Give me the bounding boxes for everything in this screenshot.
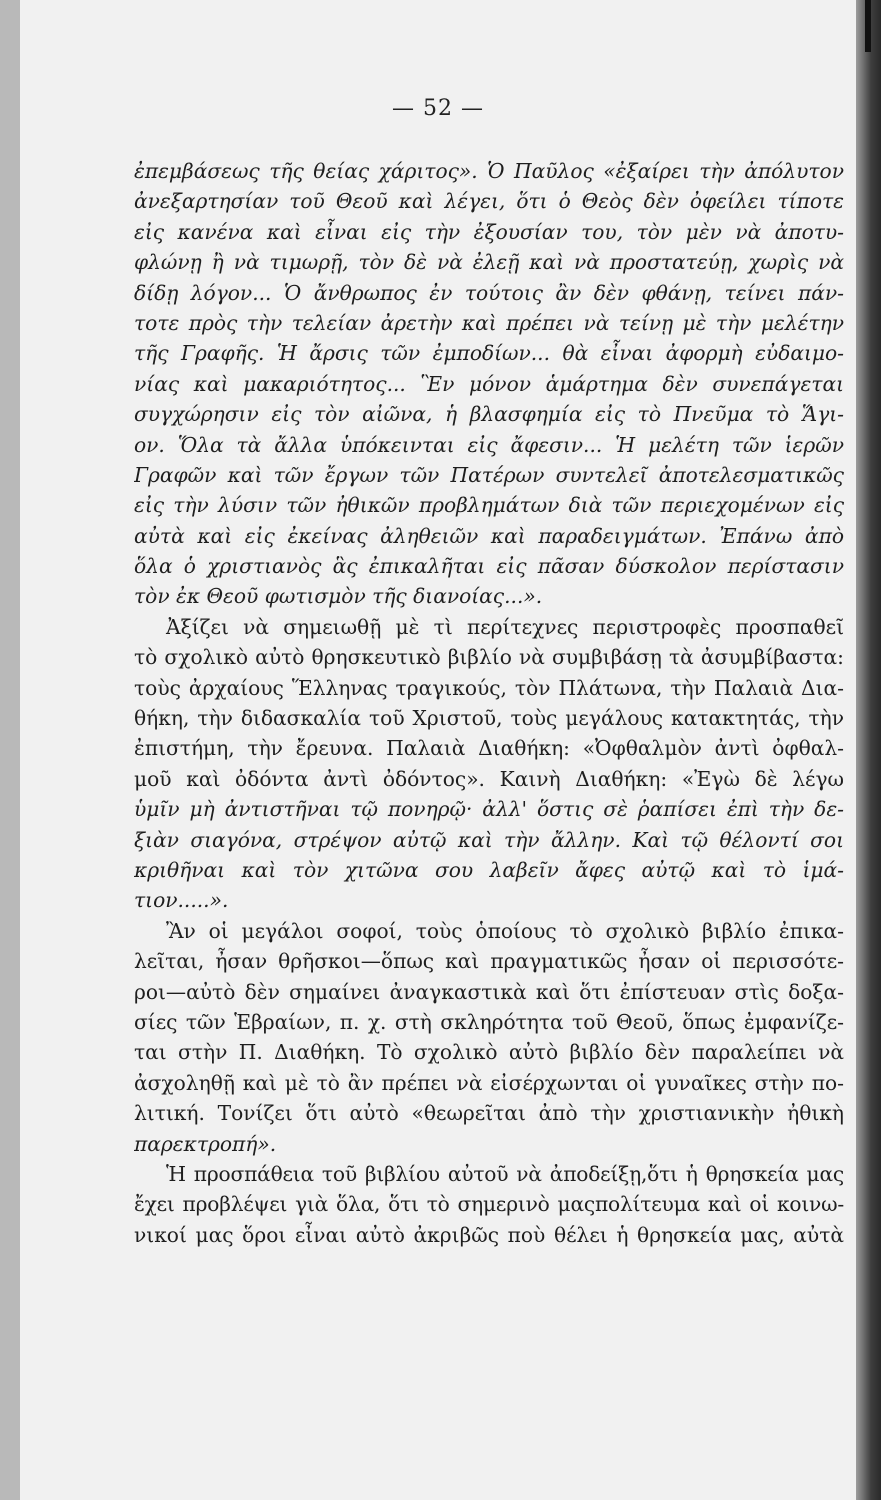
book-page [20,0,856,1500]
text-line: αὐτὰ καὶ εἰς ἐκείνας ἀληθειῶν καὶ παραδειγμάτων. Ἐπάνω ἀπὸ [134,523,844,548]
text-line: νικοί μας ὅροι εἶναι αὐτὸ ἀκριβῶς ποὺ θέλει ἡ θρησκεία μας, αὐτὰ [134,1222,844,1247]
text-line: νίας καὶ μακαριότητος... Ἓν μόνον ἁμάρτημα δὲν συνεπάγεται [134,371,844,396]
text-line: ὑμῖν μὴ ἀντιστῆναι τῷ πονηρῷ· ἀλλ' ὅστις σὲ ῥαπίσει ἐπὶ τὴν δε- [134,797,844,822]
page-number: — 52 — [392,96,484,121]
text-line: ἐπεμβάσεως τῆς θείας χάριτος». Ὁ Παῦλος «ἐξαίρει τὴν ἀπόλυτον [134,159,844,183]
text-line: Ἂν οἱ μεγάλοι σοφοί, τοὺς ὁποίους τὸ σχολικὸ βιβλίο ἐπικα- [166,918,844,943]
text-line: Ἀξίζει νὰ σημειωθῇ μὲ τὶ περίτεχνες περιστροφὲς προσπαθεῖ [166,614,844,639]
text-line: ἀσχοληθῇ καὶ μὲ τὸ ἂν πρέπει νὰ εἰσέρχωνται οἱ γυναῖκες στὴν πο- [134,1070,844,1095]
text-line: τῆς Γραφῆς. Ἡ ἄρσις τῶν ἐμποδίων... θὰ εἶναι ἀφορμὴ εὐδαιμο- [134,341,844,366]
text-line: τιον.....». [134,888,229,913]
text-line: θήκη, τὴν διδασκαλία τοῦ Χριστοῦ, τοὺς μεγάλους κατακτητάς, τὴν [134,706,844,731]
text-line: ἔχει προβλέψει γιὰ ὅλα, ὅτι τὸ σημερινὸ μαςπολίτευμα καὶ οἱ κοινω- [134,1192,844,1217]
text-line: τὸ σχολικὸ αὐτὸ θρησκευτικὸ βιβλίο νὰ συμβιβάσῃ τὰ ἀσυμβίβαστα: [134,645,844,670]
text-line: τὸν ἐκ Θεοῦ φωτισμὸν τῆς διανοίας...». [134,584,543,609]
text-line: εἰς κανένα καὶ εἶναι εἰς τὴν ἐξουσίαν του, τὸν μὲν νὰ ἀποτυ- [134,219,844,244]
body-text [134,156,844,1250]
text-line: κριθῆναι καὶ τὸν χιτῶνα σου λαβεῖν ἄφες αὐτῷ καὶ τὸ ἱμά- [134,857,844,882]
text-line: λιτική. Τονίζει ὅτι αὐτὸ «θεωρεῖται ἀπὸ τὴν χριστιανικὴν ἠθικὴ [134,1101,844,1126]
text-line: τοὺς ἀρχαίους Ἕλληνας τραγικούς, τὸν Πλάτωνα, τὴν Παλαιὰ Δια- [134,675,844,700]
edge-mark [865,0,871,52]
text-line: φλώνῃ ἢ νὰ τιμωρῇ, τὸν δὲ νὰ ἐλεῇ καὶ νὰ προστατεύῃ, χωρὶς νὰ [134,250,844,275]
text-line: ὅλα ὁ χριστιανὸς ἃς ἐπικαλῆται εἰς πᾶσαν δύσκολον περίστασιν [134,554,844,579]
text-line: συγχώρησιν εἰς τὸν αἰῶνα, ἡ βλασφημία εἰς τὸ Πνεῦμα τὸ Ἅγι- [134,402,844,427]
text-line: ται στὴν Π. Διαθήκη. Τὸ σχολικὸ αὐτὸ βιβλίο δὲν παραλείπει νὰ [134,1040,844,1065]
text-line: ον. Ὅλα τὰ ἄλλα ὑπόκεινται εἰς ἄφεσιν... Ἡ μελέτη τῶν ἱερῶν [134,432,844,457]
text-line: Γραφῶν καὶ τῶν ἔργων τῶν Πατέρων συντελεῖ ἀποτελεσματικῶς [134,462,844,487]
text-line: παρεκτροπή». [134,1131,277,1156]
text-line: μοῦ καὶ ὀδόντα ἀντὶ ὀδόντος». Καινὴ Διαθήκη: «Ἐγὼ δὲ λέγω [134,766,844,791]
text-line: λεῖται, ἦσαν θρῆσκοι—ὅπως καὶ πραγματικῶς ἦσαν οἱ περισσότε- [134,949,844,974]
text-line: ροι—αὐτὸ δὲν σημαίνει ἀναγκαστικὰ καὶ ὅτι ἐπίστευαν στὶς δοξα- [134,979,844,1004]
text-line: σίες τῶν Ἑβραίων, π. χ. στὴ σκληρότητα τοῦ Θεοῦ, ὅπως ἐμφανίζε- [134,1009,844,1034]
text-line: δίδῃ λόγον... Ὁ ἄνθρωπος ἐν τούτοις ἂν δὲν φθάνῃ, τείνει πάν- [134,280,844,305]
text-line: ξιὰν σιαγόνα, στρέψον αὐτῷ καὶ τὴν ἄλλην. Καὶ τῷ θέλοντί σοι [134,827,844,852]
text-line: ἐπιστήμη, τὴν ἔρευνα. Παλαιὰ Διαθήκη: «Ὀφθαλμὸν ἀντὶ ὀφθαλ- [134,736,844,761]
text-line: Ἡ προσπάθεια τοῦ βιβλίου αὐτοῦ νὰ ἀποδείξῃ,ὅτι ἡ θρησκεία μας [166,1161,844,1186]
text-line: εἰς τὴν λύσιν τῶν ἠθικῶν προβλημάτων διὰ τῶν περιεχομένων εἰς [134,493,844,518]
page-edge-shadow [856,0,881,1500]
text-line: ἀνεξαρτησίαν τοῦ Θεοῦ καὶ λέγει, ὅτι ὁ Θεὸς δὲν ὀφείλει τίποτε [134,189,844,214]
text-line: τοτε πρὸς τὴν τελείαν ἀρετὴν καὶ πρέπει νὰ τείνῃ μὲ τὴν μελέτην [134,310,844,335]
